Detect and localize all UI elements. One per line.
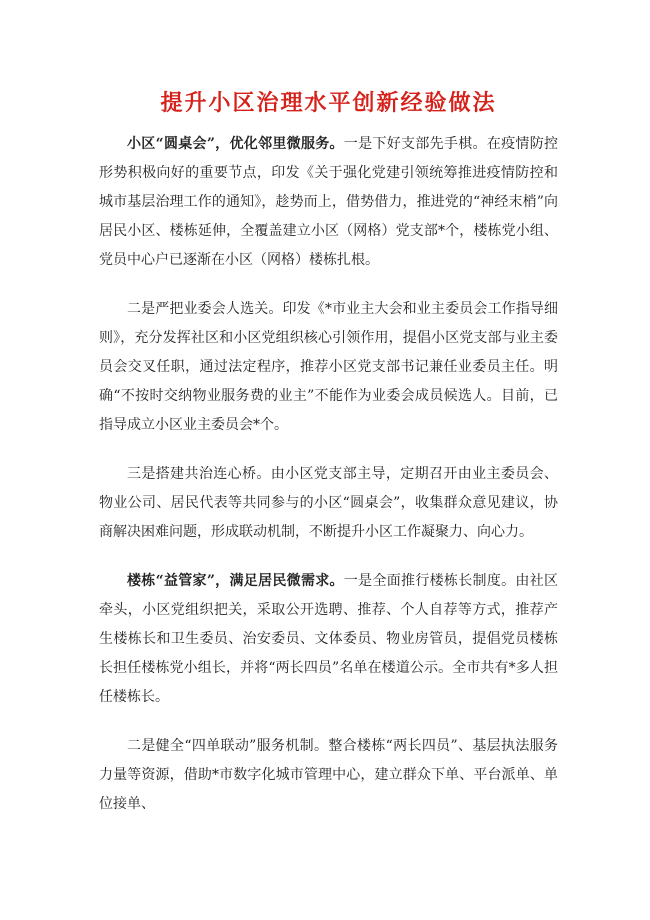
paragraph — [99, 130, 558, 275]
paragraph-lead: 小区“圆桌会”，优化邻里微服务。 — [127, 136, 344, 152]
paragraph-lead: 楼栋“益管家”，满足居民微需求。 — [127, 573, 344, 589]
paragraph-text: 二是健全“四单联动”服务机制。整合楼栋“两长四员”、基层执法服务力量等资源，借助*市数字化城市管理中心，建立群众下单、平台派单、单位接单、 — [99, 738, 558, 812]
paragraph — [99, 567, 558, 712]
paragraph — [99, 732, 558, 819]
paragraph-text: 三是搭建共治连心桥。由小区党支部主导，定期召开由业主委员会、物业公司、居民代表等共同参与的小区“圆桌会”，收集群众意见建议，协商解决困难问题，形成联动机制，不断提升小区工作凝聚力、向心力。 — [99, 466, 558, 540]
paragraph — [99, 460, 558, 547]
paragraph-text: 一是下好支部先手棋。在疫情防控形势积极向好的重要节点，印发《关于强化党建引领统筹推进疫情防控和城市基层治理工作的通知》，趁势而上，借势借力，推进党的“神经末梢”向居民小区、楼栋延伸，全覆盖建立小区（网格）党支部*个，楼栋党小组、党员中心户已逐渐在小区（网格）楼栋扎根。 — [99, 136, 559, 268]
paragraph-text: 一是全面推行楼栋长制度。由社区牵头，小区党组织把关，采取公开选聘、推荐、个人自荐等方式，推荐产生楼栋长和卫生委员、治安委员、文体委员、物业房管员，提倡党员楼栋长担任楼栋党小组长，并将“两长四员”名单在楼道公示。全市共有*多人担任楼栋长。 — [99, 573, 559, 705]
paragraph-text: 二是严把业委会人选关。印发《*市业主大会和业主委员会工作指导细则》，充分发挥社区和小区党组织核心引领作用，提倡小区党支部与业主委员会交叉任职，通过法定程序，推荐小区党支部书记兼任业委员主任。明确“不按时交纳物业服务费的业主”不能作为业委会成员候选人。目前，已指导成立小区业主委员会*个。 — [99, 301, 558, 433]
document-title: 提升小区治理水平创新经验做法 — [160, 90, 497, 116]
paragraph — [99, 295, 558, 440]
